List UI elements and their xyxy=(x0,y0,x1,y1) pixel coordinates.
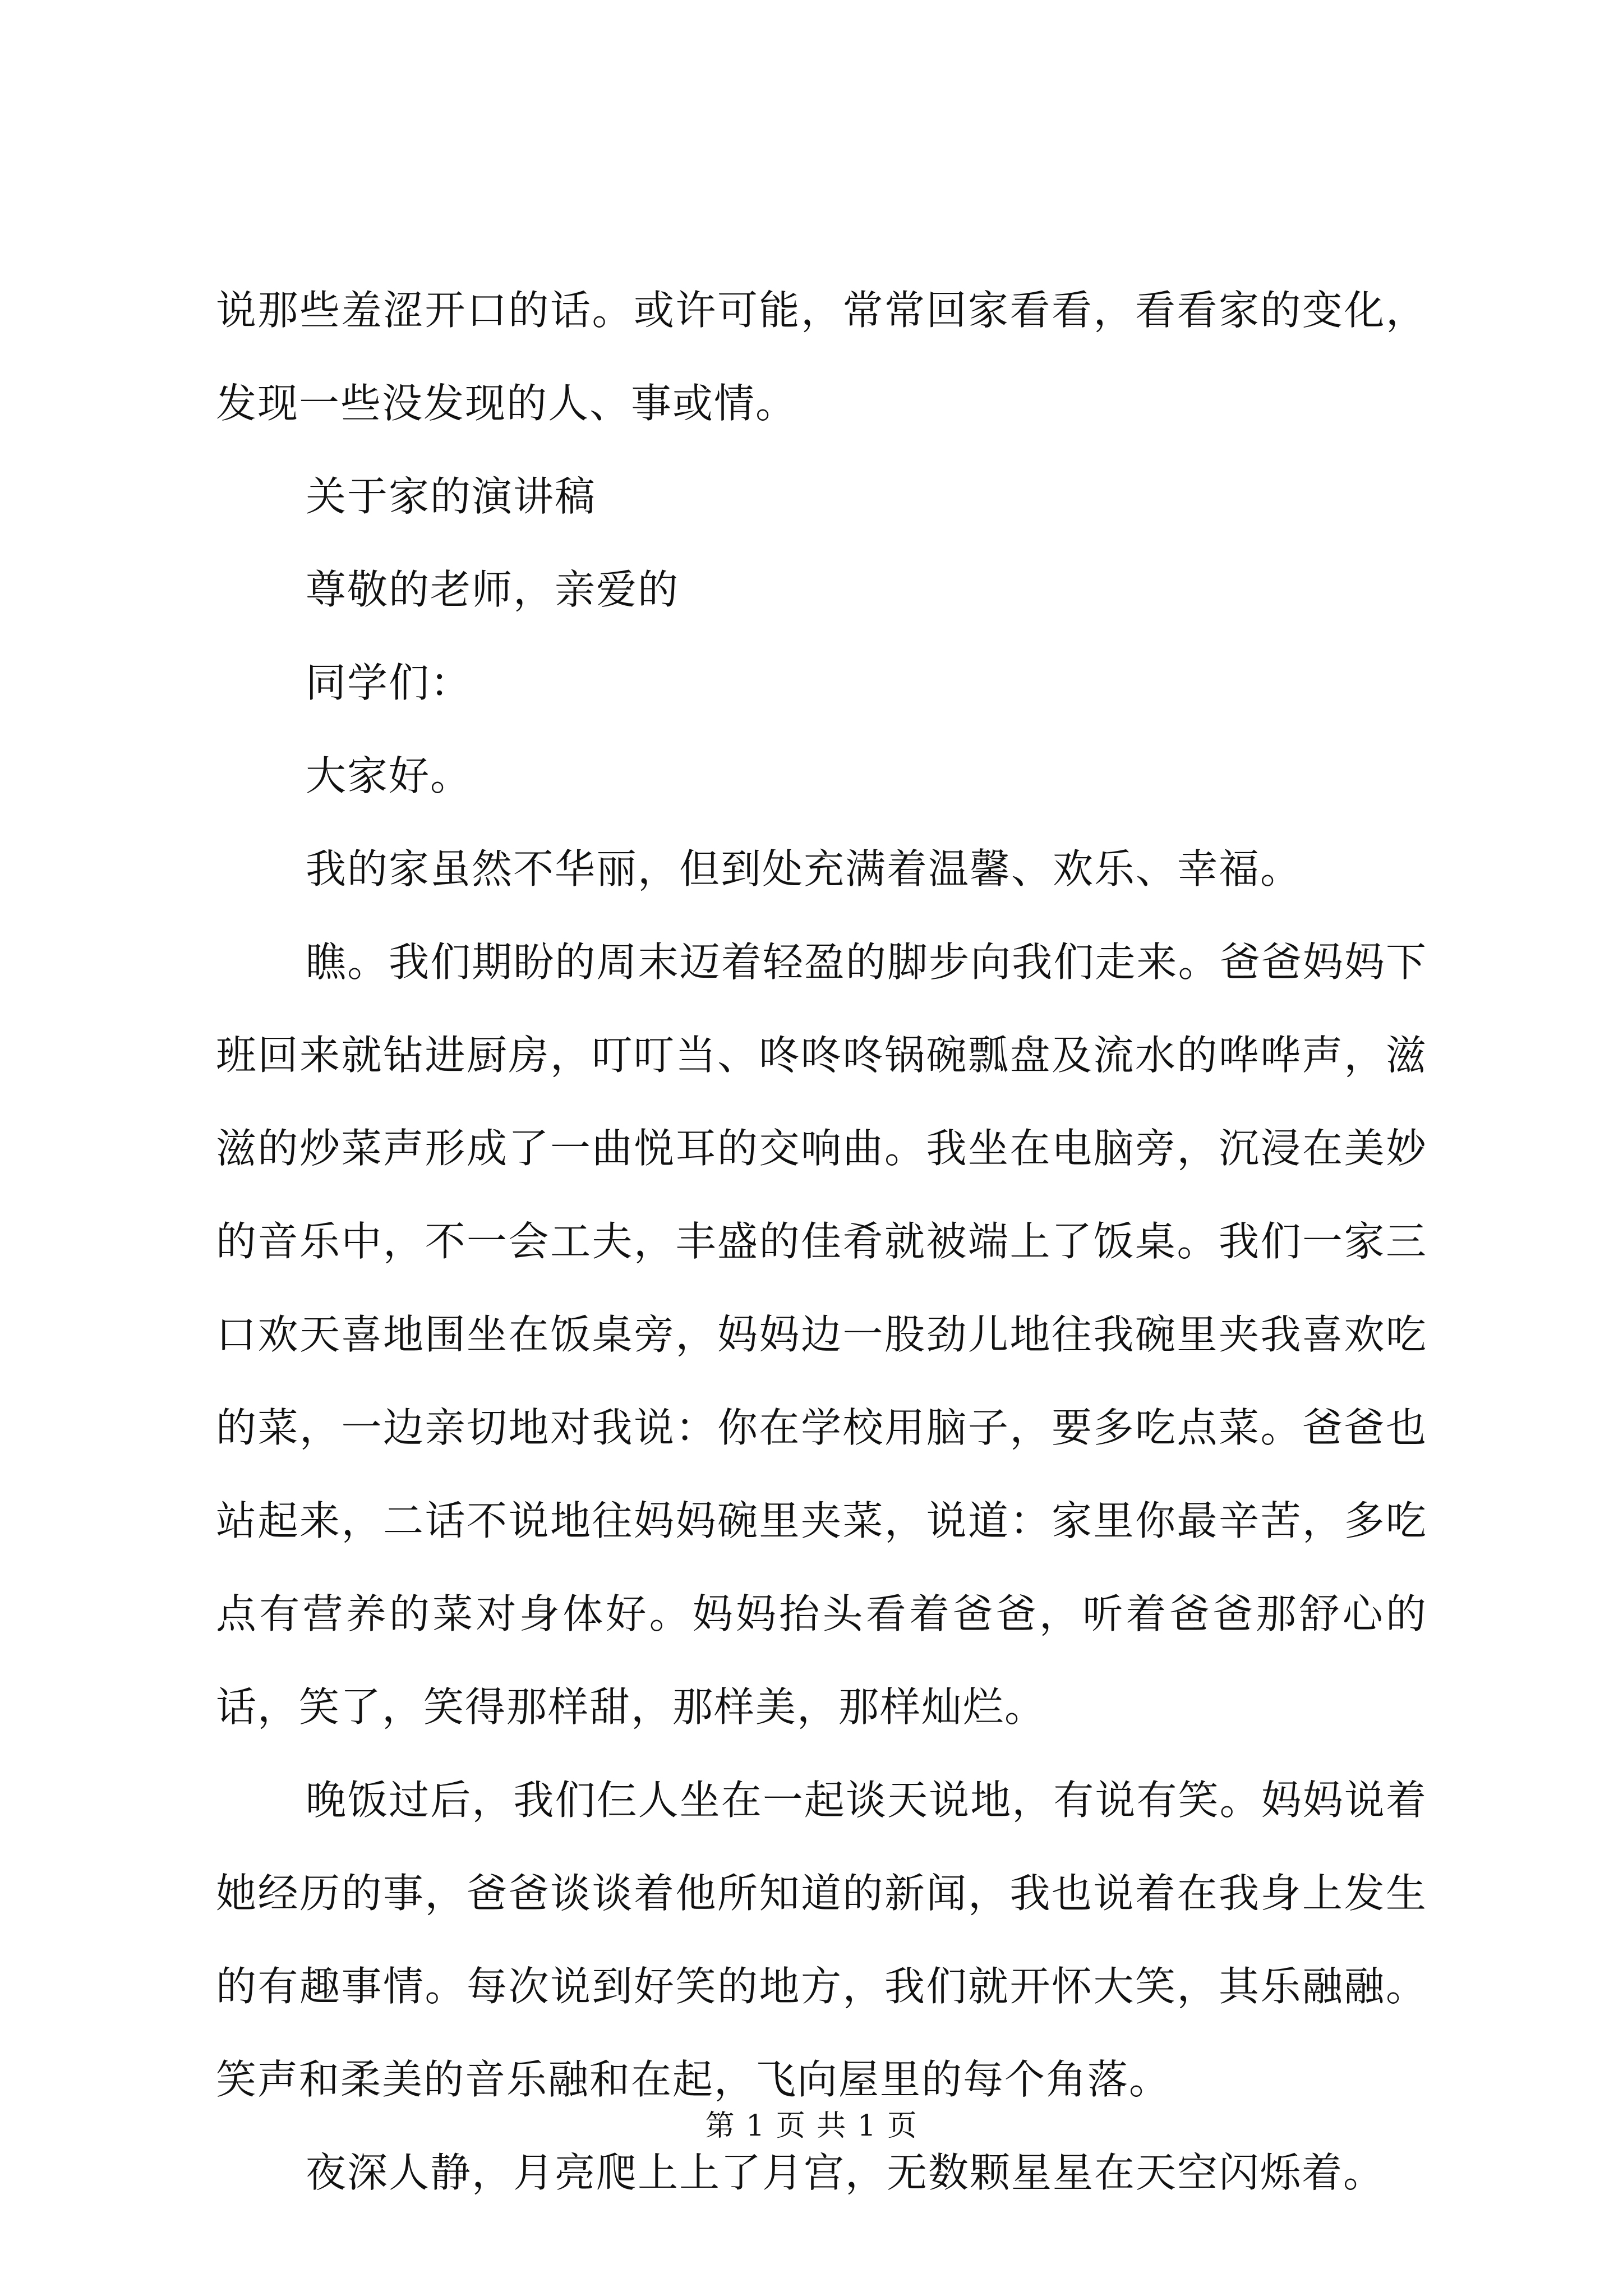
paragraph-continuation: 说那些羞涩开口的话。或许可能，常常回家看看，看看家的变化，发现一些没发现的人、事或情。 xyxy=(216,287,1427,427)
body-paragraph: 夜深人静，月亮爬上上了月宫，无数颗星星在天空闪烁着。 xyxy=(306,2149,1385,2196)
greeting-paragraph: 大家好。 xyxy=(306,752,472,799)
salutation-line: 尊敬的老师，亲爱的 xyxy=(306,566,680,613)
body-paragraph: 瞧。我们期盼的周末迈着轻盈的脚步向我们走来。爸爸妈妈下班回来就钻进厨房，叮叮当、咚咚咚锅碗瓢盘及流水的哗哗声，滋滋的炒菜声形成了一曲悦耳的交响曲。我坐在电脑旁，沉浸在美妙的音乐中，不一会工夫，丰盛的佳肴就被端上了饭桌。我们一家三口欢天喜地围坐在饭桌旁，妈妈边一股劲儿地往我碗里夹我喜欢吃的菜，一边亲切地对我说：你在学校用脑子，要多吃点菜。爸爸也站起来，二话不说地往妈妈碗里夹菜，说道：家里你最辛苦，多吃点有营养的菜对身体好。妈妈抬头看着爸爸，听着爸爸那舒心的话，笑了，笑得那样甜，那样美，那样灿烂。 xyxy=(216,938,1427,1731)
page-footer: 第 1 页 共 1 页 xyxy=(705,2109,918,2143)
body-paragraph: 我的家虽然不华丽，但到处充满着温馨、欢乐、幸福。 xyxy=(306,845,1302,892)
document-body xyxy=(216,264,1427,2219)
salutation-line: 同学们： xyxy=(306,659,472,706)
document-title: 关于家的演讲稿 xyxy=(306,473,597,520)
body-paragraph: 晚饭过后，我们仨人坐在一起谈天说地，有说有笑。妈妈说着她经历的事，爸爸谈谈着他所知道的新闻，我也说着在我身上发生的有趣事情。每次说到好笑的地方，我们就开怀大笑，其乐融融。笑声和柔美的音乐融和在起，飞向屋里的每个角落。 xyxy=(216,1777,1427,2103)
